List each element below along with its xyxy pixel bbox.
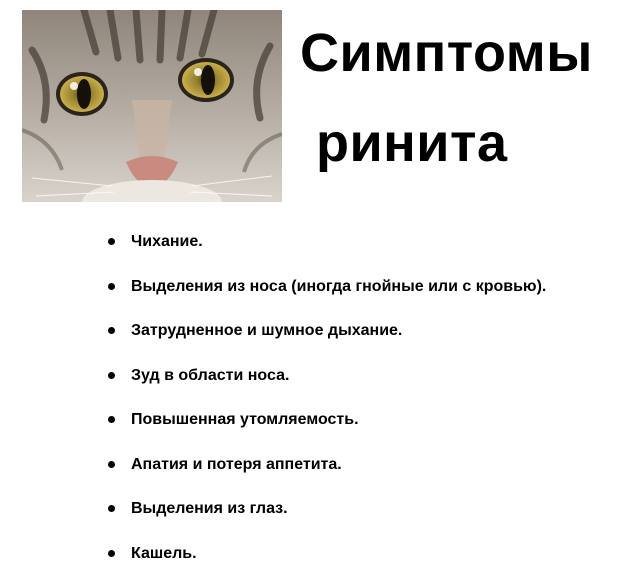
list-item-text: Зуд в области носа. (131, 367, 289, 384)
list-item-text: Выделения из носа (иногда гнойные или с кровью). (131, 278, 546, 295)
bullet-icon (108, 327, 115, 334)
list-item (108, 362, 546, 407)
bullet-icon (108, 372, 115, 379)
page-title: Симптомы (300, 26, 593, 80)
list-item (108, 451, 546, 496)
page-title-line-2: ринита (316, 116, 507, 170)
bullet-icon (108, 461, 115, 468)
list-item (108, 406, 546, 451)
list-item-text: Апатия и потеря аппетита. (131, 456, 342, 473)
bullet-icon (108, 550, 115, 557)
list-item-text: Чихание. (131, 233, 203, 250)
list-item (108, 495, 546, 540)
cat-photo (22, 10, 282, 202)
list-item-text: Повышенная утомляемость. (131, 411, 359, 428)
bullet-icon (108, 283, 115, 290)
symptoms-list (108, 228, 546, 584)
list-item-text: Выделения из глаз. (131, 500, 288, 517)
bullet-icon (108, 238, 115, 245)
list-item-text: Затрудненное и шумное дыхание. (131, 322, 402, 339)
list-item (108, 540, 546, 584)
list-item (108, 228, 546, 273)
cat-face-icon (22, 10, 282, 202)
list-item-text: Кашель. (131, 545, 197, 562)
bullet-icon (108, 505, 115, 512)
list-item (108, 273, 546, 318)
bullet-icon (108, 416, 115, 423)
list-item (108, 317, 546, 362)
